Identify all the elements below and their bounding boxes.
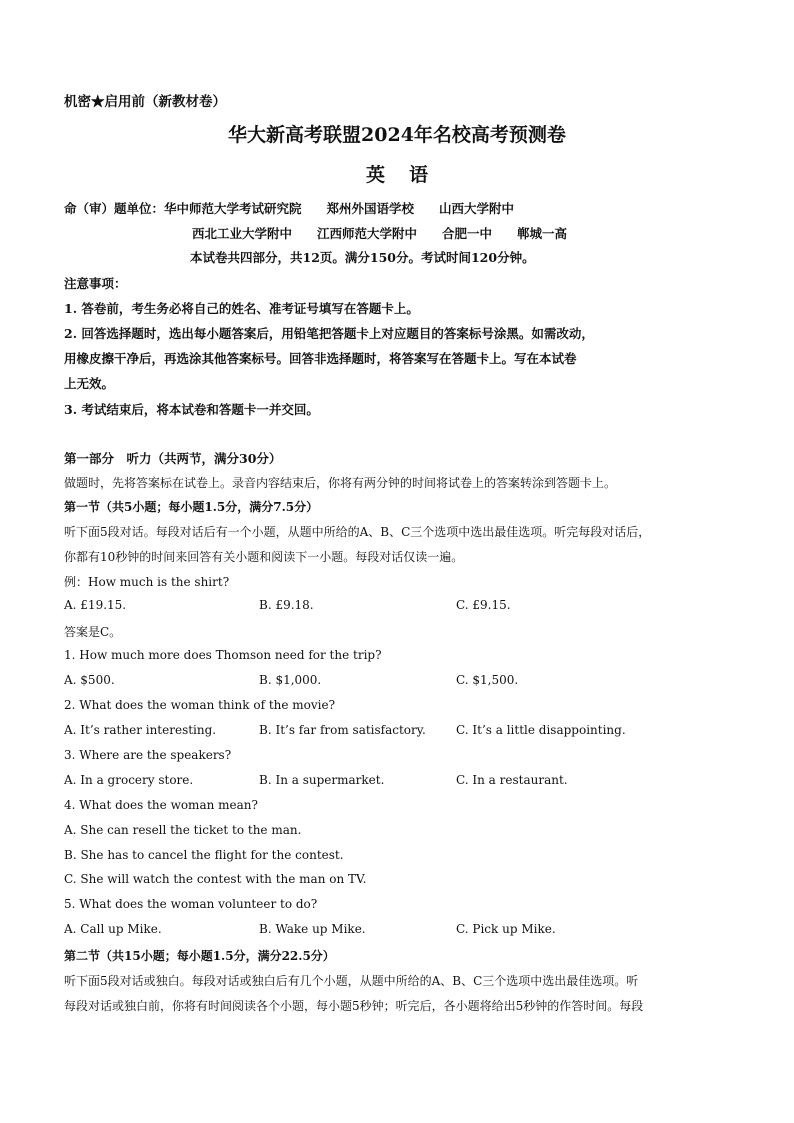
question-2: 2. What does the woman think of the movie?	[64, 698, 336, 712]
section1-instructions-line-1: 听下面5段对话。每段对话后有一个小题，从题中所给的A、B、C三个选项中选出最佳选项。听完每段对话后，	[64, 525, 651, 539]
units-line-2: 西北工业大学附中 江西师范大学附中 合肥一中 郸城一高	[192, 226, 568, 241]
question-3-option-a: A. In a grocery store.	[64, 773, 194, 787]
note-item-2-line-3: 上无效。	[64, 376, 115, 391]
question-5-option-a: A. Call up Mike.	[64, 922, 162, 936]
exam-title: 华大新高考联盟2024年名校高考预测卷	[228, 124, 566, 146]
part1-heading: 第一部分 听力（共两节，满分30分）	[64, 451, 282, 466]
example-question: 例：How much is the shirt?	[64, 575, 230, 589]
question-5-option-b: B. Wake up Mike.	[259, 922, 366, 936]
section1-instructions-line-2: 你都有10秒钟的时间来回答有关小题和阅读下一小题。每段对话仅读一遍。	[64, 550, 464, 564]
part1-intro: 做题时，先将答案标在试卷上。录音内容结束后，你将有两分钟的时间将试卷上的答案转涂到答题卡上。	[64, 476, 617, 490]
example-option-c: C. £9.15.	[456, 598, 511, 612]
question-1: 1. How much more does Thomson need for the trip?	[64, 648, 382, 662]
classification-label: 机密★启用前（新教材卷）	[64, 94, 226, 110]
exam-info: 本试卷共四部分，共12页。满分150分。考试时间120分钟。	[190, 250, 535, 265]
question-3: 3. Where are the speakers?	[64, 748, 232, 762]
section2-heading: 第二节（共15小题；每小题1.5分，满分22.5分）	[64, 949, 335, 963]
question-4-option-a: A. She can resell the ticket to the man.	[64, 823, 302, 837]
example-option-a: A. £19.15.	[64, 598, 127, 612]
question-3-option-c: C. In a restaurant.	[456, 773, 568, 787]
example-option-b: B. £9.18.	[259, 598, 314, 612]
question-1-option-c: C. $1,500.	[456, 673, 519, 687]
section2-instructions-line-1: 听下面5段对话或独白。每段对话或独白后有几个小题，从题中所给的A、B、C三个选项中选出最佳选项。听	[64, 974, 639, 988]
question-2-option-a: A. It’s rather interesting.	[64, 723, 217, 737]
notes-heading: 注意事项：	[64, 276, 127, 291]
question-2-option-b: B. It’s far from satisfactory.	[259, 723, 426, 737]
subject-title: 英语	[365, 164, 452, 186]
question-4: 4. What does the woman mean?	[64, 798, 258, 812]
section2-instructions-line-2: 每段对话或独白前，你将有时间阅读各个小题，每小题5秒钟；听完后，各小题将给出5秒钟的作答时间。每段	[64, 999, 644, 1013]
question-4-option-b: B. She has to cancel the flight for the contest.	[64, 848, 344, 862]
question-2-option-c: C. It’s a little disappointing.	[456, 723, 626, 737]
note-item-1: 1. 答卷前，考生务必将自己的姓名、准考证号填写在答题卡上。	[64, 301, 419, 316]
question-4-option-c: C. She will watch the contest with the man on TV.	[64, 872, 367, 886]
question-5-option-c: C. Pick up Mike.	[456, 922, 556, 936]
question-5: 5. What does the woman volunteer to do?	[64, 897, 318, 911]
note-item-3: 3. 考试结束后，将本试卷和答题卡一并交回。	[64, 402, 319, 417]
question-1-option-b: B. $1,000.	[259, 673, 322, 687]
example-answer: 答案是C。	[64, 625, 122, 639]
question-3-option-b: B. In a supermarket.	[259, 773, 385, 787]
note-item-2-line-1: 2. 回答选择题时，选出每小题答案后，用铅笔把答题卡上对应题目的答案标号涂黑。如需改动，	[64, 326, 594, 341]
note-item-2-line-2: 用橡皮擦干净后，再选涂其他答案标号。回答非选择题时，将答案写在答题卡上。写在本试卷	[64, 351, 577, 366]
section1-heading: 第一节（共5小题；每小题1.5分，满分7.5分）	[64, 500, 319, 514]
units-line-1: 命（审）题单位：华中师范大学考试研究院 郑州外国语学校 山西大学附中	[64, 201, 515, 216]
question-1-option-a: A. $500.	[64, 673, 115, 687]
